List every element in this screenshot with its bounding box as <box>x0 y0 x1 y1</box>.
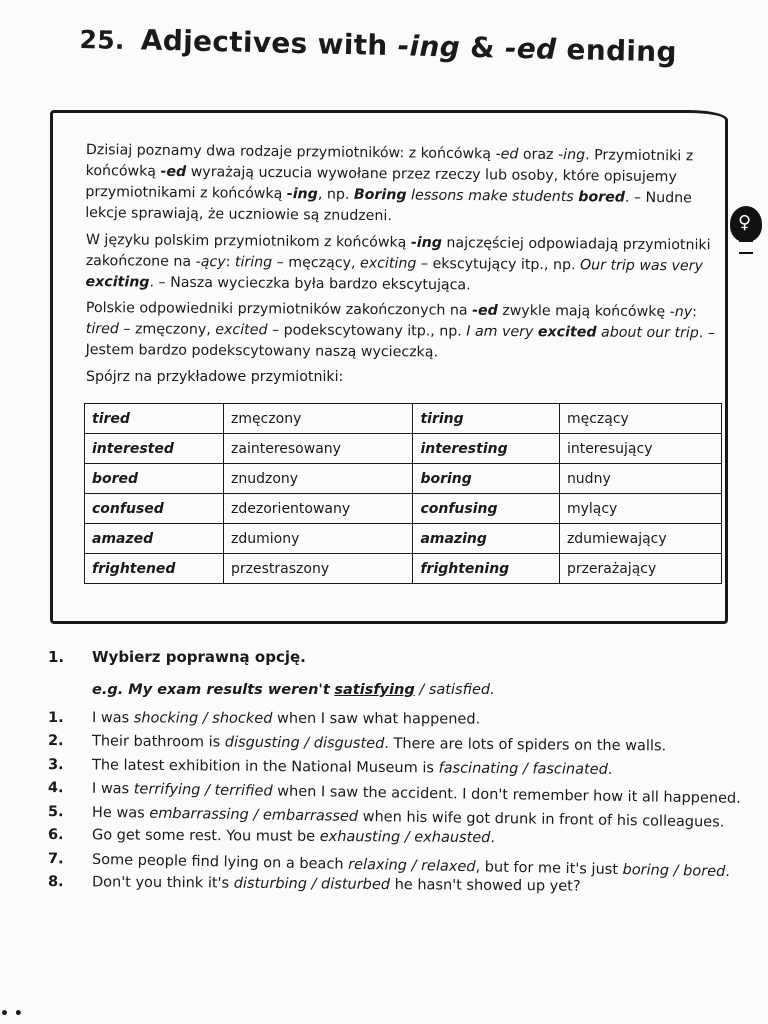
vocab-polish: zainteresowany <box>224 434 413 464</box>
example-answer: satisfying <box>334 682 415 698</box>
item-text: . <box>607 761 613 778</box>
text-run: . – Nudne lekcje sprawiają, że uczniowie są znudzeni. <box>85 189 692 225</box>
exercise-item <box>48 874 581 895</box>
item-text: He was <box>91 804 150 822</box>
text-run: : <box>225 254 235 271</box>
intro-paragraph-2 <box>85 230 726 299</box>
vocab-english: boring <box>413 464 559 494</box>
text-run: -ing <box>557 146 586 164</box>
title-amp: & <box>469 30 496 65</box>
item-text: . <box>490 830 496 847</box>
vocab-polish: nudny <box>559 464 721 494</box>
text-run: bored <box>578 189 626 206</box>
vocab-english: frightening <box>413 554 559 584</box>
vocab-polish: interesujący <box>559 434 721 464</box>
item-number: 3. <box>47 757 64 774</box>
item-text: I was <box>91 710 134 727</box>
item-text: Some people find lying on a beach <box>91 851 349 873</box>
text-run: tiring <box>234 254 273 271</box>
item-number: 1. <box>47 710 64 727</box>
vocab-polish: zdumiony <box>224 524 413 554</box>
vocab-polish: znudzony <box>224 464 413 494</box>
vocab-polish: mylący <box>559 494 721 524</box>
vocab-english: tired <box>85 404 224 434</box>
lightbulb-filament-icon: ♀ <box>738 212 752 233</box>
text-run: wyrażają uczucia wywołane przez rzeczy lub osoby, które opisujemy przymiotnikami z końcówką <box>85 164 677 203</box>
vocab-row <box>85 464 722 494</box>
text-run: . – Jestem bardzo podekscytowany naszą wycieczką. <box>85 325 716 361</box>
answer-options: shocking / shocked <box>133 710 273 727</box>
item-text: Don't you think it's <box>91 874 234 892</box>
vocab-polish: męczący <box>559 404 721 434</box>
text-run: – ekscytujący itp., np. <box>416 255 581 274</box>
text-run: , np. <box>317 186 354 203</box>
exercise-item <box>48 757 613 778</box>
item-number: 4. <box>47 780 64 797</box>
text-run: about our trip <box>596 324 699 342</box>
unit-number: 25. <box>79 24 126 56</box>
text-run: oraz <box>518 146 559 163</box>
answer-options: disgusting / disgusted <box>224 734 385 752</box>
text-run: tired <box>85 320 119 338</box>
answer-options: terrifying / terrified <box>133 781 273 800</box>
answer-options: disturbing / disturbed <box>233 875 391 893</box>
vocab-english: amazing <box>413 524 559 554</box>
vocab-english: bored <box>85 464 224 494</box>
exercise-item <box>48 780 741 807</box>
item-text: he hasn't showed up yet? <box>389 876 581 895</box>
text-run: lessons make students <box>406 187 579 206</box>
title-suffix: ending <box>566 33 678 69</box>
answer-options: relaxing / relaxed <box>348 856 476 876</box>
text-run: – zmęczony, <box>118 321 216 338</box>
text-run: exciting <box>85 273 150 291</box>
text-run: – podekscytowany itp., np. <box>267 322 467 340</box>
text-run: zwykle mają końcówkę <box>497 302 670 321</box>
item-number: 6. <box>47 827 64 844</box>
text-run: -ed <box>495 146 519 163</box>
item-number: 5. <box>47 804 64 821</box>
item-text: when I saw the accident. I don't remember how it all happened. <box>272 783 741 807</box>
item-number: 7. <box>47 851 64 868</box>
example-rest: / satisfied. <box>414 682 495 698</box>
answer-options: fascinating / fascinated <box>438 760 608 778</box>
vocab-polish: przerażający <box>559 554 721 584</box>
item-text: Their bathroom is <box>91 733 225 751</box>
vocab-english: frightened <box>85 554 224 584</box>
page-title <box>79 22 740 70</box>
text-run: Boring <box>353 186 407 204</box>
text-run: excited <box>537 324 597 341</box>
vocab-english: confusing <box>413 494 559 524</box>
item-number: 2. <box>47 733 64 750</box>
vocab-english: interesting <box>413 434 559 464</box>
text-run: . – Nasza wycieczka była bardzo ekscytująca. <box>149 274 471 294</box>
item-text: . <box>725 864 731 881</box>
item-text: when I saw what happened. <box>272 710 481 728</box>
vocab-polish: przestraszony <box>224 554 413 584</box>
text-run: -ący <box>195 253 226 271</box>
item-number: 8. <box>47 874 64 891</box>
vocab-row <box>85 404 722 434</box>
text-run: excited <box>215 321 268 339</box>
exercise-number: 1. <box>48 648 65 666</box>
answer-options: exhausting / exhausted <box>319 828 491 847</box>
vocab-polish: zmęczony <box>224 404 413 434</box>
text-run: : <box>692 304 698 321</box>
exercise-example <box>92 682 495 698</box>
page-dots: • • <box>0 1006 23 1022</box>
vocab-row <box>85 494 722 524</box>
text-run: -ed <box>472 302 498 319</box>
text-run: -ed <box>160 163 187 181</box>
text-run: -ing <box>286 186 318 203</box>
title-prefix: Adjectives with <box>140 23 388 62</box>
exercise-instruction: Wybierz poprawną opcję. <box>92 648 306 666</box>
vocab-polish: zdumiewający <box>559 524 721 554</box>
text-run: exciting <box>359 255 417 272</box>
vocab-row <box>85 434 722 464</box>
text-run: Our trip was very <box>579 257 703 275</box>
exercise-item <box>48 804 725 831</box>
text-run: -ing <box>410 234 443 252</box>
text-run: – męczący, <box>272 254 361 272</box>
item-text: . There are lots of spiders on the walls. <box>384 735 667 755</box>
vocab-polish: zdezorientowany <box>224 494 413 524</box>
answer-options: boring / bored <box>622 862 726 881</box>
example-label: e.g. My exam results weren't <box>92 682 330 698</box>
text-run: najczęściej odpowiadają przymiotniki zakończone na <box>85 235 711 270</box>
vocab-english: amazed <box>85 524 224 554</box>
intro-paragraph-1 <box>85 140 726 231</box>
item-text: Go get some rest. You must be <box>91 827 320 845</box>
vocab-english: tiring <box>413 404 559 434</box>
vocab-english: interested <box>85 434 224 464</box>
title-ing: -ing <box>397 29 461 64</box>
answer-options: embarrassing / embarrassed <box>149 805 359 825</box>
title-ed: -ed <box>504 31 557 66</box>
vocab-english: confused <box>85 494 224 524</box>
text-run: -ny <box>669 304 693 321</box>
vocabulary-table <box>84 403 722 584</box>
text-run: . Przymiotniki z końcówką <box>85 147 694 180</box>
exercise-item <box>48 827 495 846</box>
item-text: when his wife got drunk in front of his colleagues. <box>357 808 725 831</box>
item-text: I was <box>91 780 134 798</box>
vocab-row <box>85 524 722 554</box>
item-text: The latest exhibition in the National Museum is <box>91 757 439 777</box>
intro-paragraph-3 <box>86 298 726 365</box>
vocab-row <box>85 554 722 584</box>
text-run: W języku polskim przymiotnikom z końcówką <box>85 231 412 251</box>
exercise-item <box>48 710 480 728</box>
text-run: Polskie odpowiedniki przymiotników zakończonych na <box>85 299 473 319</box>
text-run: Dzisiaj poznamy dwa rodzaje przymiotników: z końcówką <box>85 141 496 163</box>
text-run: I am very <box>466 323 538 341</box>
item-text: , but for me it's just <box>475 859 623 879</box>
intro-paragraph-4: Spójrz na przykładowe przymiotniki: <box>86 369 344 385</box>
exercise-item <box>48 733 666 754</box>
